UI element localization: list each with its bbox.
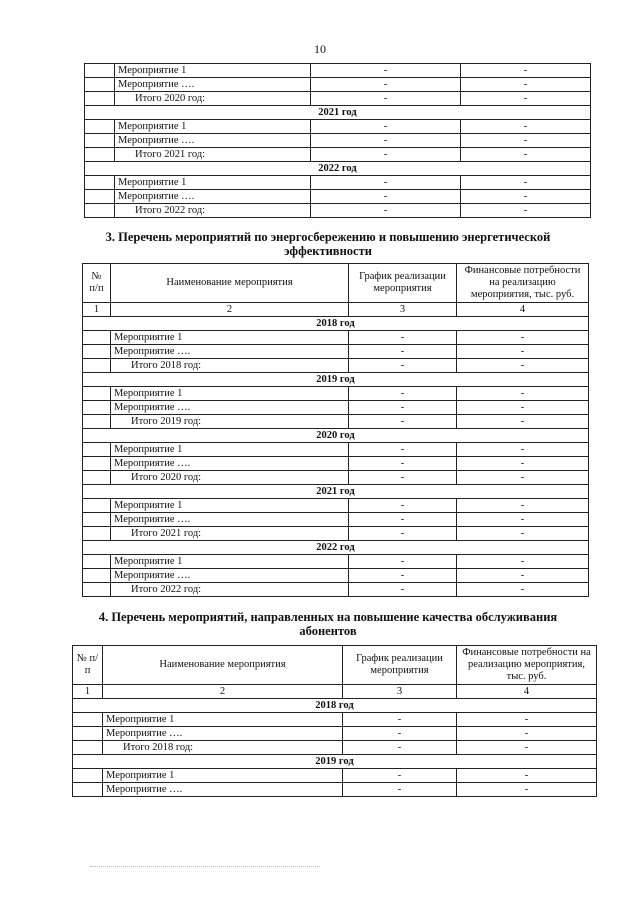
col-number: 1 xyxy=(83,303,111,317)
year-label: 2021 год xyxy=(85,106,591,120)
finance-cell: - xyxy=(461,176,591,190)
schedule-cell: - xyxy=(349,415,457,429)
row-number-cell xyxy=(83,415,111,429)
row-number-cell xyxy=(83,359,111,373)
schedule-cell: - xyxy=(349,513,457,527)
table-header-row xyxy=(83,264,589,303)
row-number-cell xyxy=(83,401,111,415)
row-number-cell xyxy=(73,713,103,727)
year-label: 2022 год xyxy=(83,541,589,555)
table-row xyxy=(85,190,591,204)
finance-cell: - xyxy=(461,120,591,134)
finance-cell: - xyxy=(457,513,589,527)
schedule-cell: - xyxy=(349,583,457,597)
row-number-cell xyxy=(85,148,115,162)
finance-cell: - xyxy=(461,92,591,106)
row-number-cell xyxy=(73,783,103,797)
total-label: Итого 2020 год: xyxy=(115,92,311,106)
finance-cell: - xyxy=(457,727,597,741)
row-number-cell xyxy=(83,499,111,513)
year-row xyxy=(83,485,589,499)
schedule-cell: - xyxy=(349,527,457,541)
total-row xyxy=(83,471,589,485)
header-num: № п/п xyxy=(73,646,103,685)
col-number: 2 xyxy=(111,303,349,317)
finance-cell: - xyxy=(457,769,597,783)
schedule-cell: - xyxy=(343,783,457,797)
event-name: Мероприятие 1 xyxy=(115,176,311,190)
event-name: Мероприятие …. xyxy=(103,727,343,741)
column-number-row xyxy=(73,685,597,699)
event-name: Мероприятие 1 xyxy=(115,120,311,134)
row-number-cell xyxy=(83,513,111,527)
section-3-table xyxy=(82,263,589,597)
table-row xyxy=(83,387,589,401)
event-name: Мероприятие …. xyxy=(111,569,349,583)
finance-cell: - xyxy=(457,499,589,513)
total-label: Итого 2021 год: xyxy=(115,148,311,162)
total-row xyxy=(85,92,591,106)
year-row xyxy=(83,317,589,331)
total-label: Итого 2018 год: xyxy=(111,359,349,373)
col-number: 4 xyxy=(457,303,589,317)
total-row xyxy=(83,583,589,597)
finance-cell: - xyxy=(457,555,589,569)
table-row xyxy=(85,134,591,148)
row-number-cell xyxy=(83,443,111,457)
total-label: Итого 2020 год: xyxy=(111,471,349,485)
event-name: Мероприятие 1 xyxy=(111,555,349,569)
total-label: Итого 2022 год: xyxy=(111,583,349,597)
event-name: Мероприятие 1 xyxy=(111,331,349,345)
total-label: Итого 2019 год: xyxy=(111,415,349,429)
table-row xyxy=(83,443,589,457)
footer-marks xyxy=(90,866,320,871)
total-row xyxy=(85,148,591,162)
continuation-table-body xyxy=(85,64,591,218)
header-schedule: График реализации мероприятия xyxy=(349,264,457,303)
table-row xyxy=(83,569,589,583)
col-number: 4 xyxy=(457,685,597,699)
finance-cell: - xyxy=(457,457,589,471)
table-row xyxy=(83,457,589,471)
finance-cell: - xyxy=(457,783,597,797)
table-row xyxy=(83,401,589,415)
table-row xyxy=(83,331,589,345)
total-label: Итого 2022 год: xyxy=(115,204,311,218)
schedule-cell: - xyxy=(349,569,457,583)
header-schedule: График реализации мероприятия xyxy=(343,646,457,685)
schedule-cell: - xyxy=(311,176,461,190)
row-number-cell xyxy=(83,583,111,597)
row-number-cell xyxy=(85,78,115,92)
total-label: Итого 2021 год: xyxy=(111,527,349,541)
schedule-cell: - xyxy=(349,331,457,345)
finance-cell: - xyxy=(461,148,591,162)
finance-cell: - xyxy=(457,331,589,345)
row-number-cell xyxy=(83,345,111,359)
page-number: 10 xyxy=(314,42,326,56)
row-number-cell xyxy=(85,134,115,148)
continuation-table xyxy=(84,63,591,218)
event-name: Мероприятие …. xyxy=(111,457,349,471)
schedule-cell: - xyxy=(349,499,457,513)
schedule-cell: - xyxy=(349,471,457,485)
year-row xyxy=(83,541,589,555)
year-row xyxy=(83,373,589,387)
schedule-cell: - xyxy=(349,359,457,373)
row-number-cell xyxy=(83,569,111,583)
year-label: 2020 год xyxy=(83,429,589,443)
row-number-cell xyxy=(83,331,111,345)
year-row xyxy=(85,106,591,120)
event-name: Мероприятие …. xyxy=(115,134,311,148)
row-number-cell xyxy=(85,120,115,134)
table-row xyxy=(85,120,591,134)
table-row xyxy=(83,513,589,527)
col-number: 3 xyxy=(349,303,457,317)
row-number-cell xyxy=(83,457,111,471)
col-number: 1 xyxy=(73,685,103,699)
year-row xyxy=(73,699,597,713)
finance-cell: - xyxy=(457,401,589,415)
total-row xyxy=(83,415,589,429)
col-number: 3 xyxy=(343,685,457,699)
column-number-row xyxy=(83,303,589,317)
table-row xyxy=(83,345,589,359)
section-3-table-body xyxy=(83,317,589,597)
table-row xyxy=(85,176,591,190)
finance-cell: - xyxy=(457,443,589,457)
row-number-cell xyxy=(83,555,111,569)
year-label: 2018 год xyxy=(73,699,597,713)
finance-cell: - xyxy=(457,415,589,429)
total-row xyxy=(83,527,589,541)
finance-cell: - xyxy=(457,345,589,359)
table-row xyxy=(73,783,597,797)
year-label: 2019 год xyxy=(83,373,589,387)
col-number: 2 xyxy=(103,685,343,699)
finance-cell: - xyxy=(457,713,597,727)
table-row xyxy=(83,499,589,513)
row-number-cell xyxy=(83,527,111,541)
event-name: Мероприятие 1 xyxy=(103,769,343,783)
header-finance: Финансовые потребности на реализацию мероприятия, тыс. руб. xyxy=(457,646,597,685)
schedule-cell: - xyxy=(311,204,461,218)
table-row xyxy=(85,78,591,92)
row-number-cell xyxy=(83,387,111,401)
row-number-cell xyxy=(85,92,115,106)
event-name: Мероприятие …. xyxy=(111,513,349,527)
table-header-row xyxy=(73,646,597,685)
header-name: Наименование мероприятия xyxy=(103,646,343,685)
year-label: 2019 год xyxy=(73,755,597,769)
table-row xyxy=(83,555,589,569)
section-4-table-body xyxy=(73,699,597,797)
schedule-cell: - xyxy=(343,769,457,783)
table-row xyxy=(85,64,591,78)
schedule-cell: - xyxy=(349,555,457,569)
event-name: Мероприятие 1 xyxy=(111,387,349,401)
schedule-cell: - xyxy=(349,387,457,401)
schedule-cell: - xyxy=(343,727,457,741)
year-label: 2018 год xyxy=(83,317,589,331)
header-num: № п/п xyxy=(83,264,111,303)
schedule-cell: - xyxy=(311,92,461,106)
year-row xyxy=(83,429,589,443)
finance-cell: - xyxy=(457,741,597,755)
header-name: Наименование мероприятия xyxy=(111,264,349,303)
event-name: Мероприятие …. xyxy=(115,78,311,92)
row-number-cell xyxy=(73,741,103,755)
finance-cell: - xyxy=(461,78,591,92)
row-number-cell xyxy=(85,204,115,218)
finance-cell: - xyxy=(457,471,589,485)
schedule-cell: - xyxy=(311,148,461,162)
event-name: Мероприятие 1 xyxy=(103,713,343,727)
finance-cell: - xyxy=(461,64,591,78)
total-row xyxy=(85,204,591,218)
row-number-cell xyxy=(85,176,115,190)
schedule-cell: - xyxy=(349,443,457,457)
event-name: Мероприятие 1 xyxy=(111,499,349,513)
finance-cell: - xyxy=(457,583,589,597)
year-label: 2021 год xyxy=(83,485,589,499)
row-number-cell xyxy=(85,190,115,204)
event-name: Мероприятие …. xyxy=(111,401,349,415)
row-number-cell xyxy=(83,471,111,485)
schedule-cell: - xyxy=(311,134,461,148)
year-label: 2022 год xyxy=(85,162,591,176)
event-name: Мероприятие …. xyxy=(115,190,311,204)
year-row xyxy=(73,755,597,769)
schedule-cell: - xyxy=(311,120,461,134)
finance-cell: - xyxy=(461,134,591,148)
table-row xyxy=(73,727,597,741)
finance-cell: - xyxy=(457,387,589,401)
table-row xyxy=(73,713,597,727)
finance-cell: - xyxy=(457,527,589,541)
row-number-cell xyxy=(73,727,103,741)
row-number-cell xyxy=(73,769,103,783)
event-name: Мероприятие …. xyxy=(111,345,349,359)
table-row xyxy=(73,769,597,783)
schedule-cell: - xyxy=(311,64,461,78)
header-finance: Финансовые потребности на реализацию мероприятия, тыс. руб. xyxy=(457,264,589,303)
row-number-cell xyxy=(85,64,115,78)
event-name: Мероприятие 1 xyxy=(111,443,349,457)
schedule-cell: - xyxy=(311,190,461,204)
section-4-heading: 4. Перечень мероприятий, направленных на повышение качества обслуживания абонентов xyxy=(98,610,558,638)
schedule-cell: - xyxy=(349,401,457,415)
event-name: Мероприятие 1 xyxy=(115,64,311,78)
total-row xyxy=(73,741,597,755)
finance-cell: - xyxy=(457,569,589,583)
finance-cell: - xyxy=(457,359,589,373)
event-name: Мероприятие …. xyxy=(103,783,343,797)
finance-cell: - xyxy=(461,190,591,204)
total-label: Итого 2018 год: xyxy=(103,741,343,755)
schedule-cell: - xyxy=(343,713,457,727)
schedule-cell: - xyxy=(343,741,457,755)
schedule-cell: - xyxy=(349,457,457,471)
schedule-cell: - xyxy=(349,345,457,359)
section-4-table xyxy=(72,645,597,797)
finance-cell: - xyxy=(461,204,591,218)
year-row xyxy=(85,162,591,176)
section-3-heading: 3. Перечень мероприятий по энергосбережению и повышению энергетической эффективности xyxy=(105,230,551,258)
total-row xyxy=(83,359,589,373)
schedule-cell: - xyxy=(311,78,461,92)
